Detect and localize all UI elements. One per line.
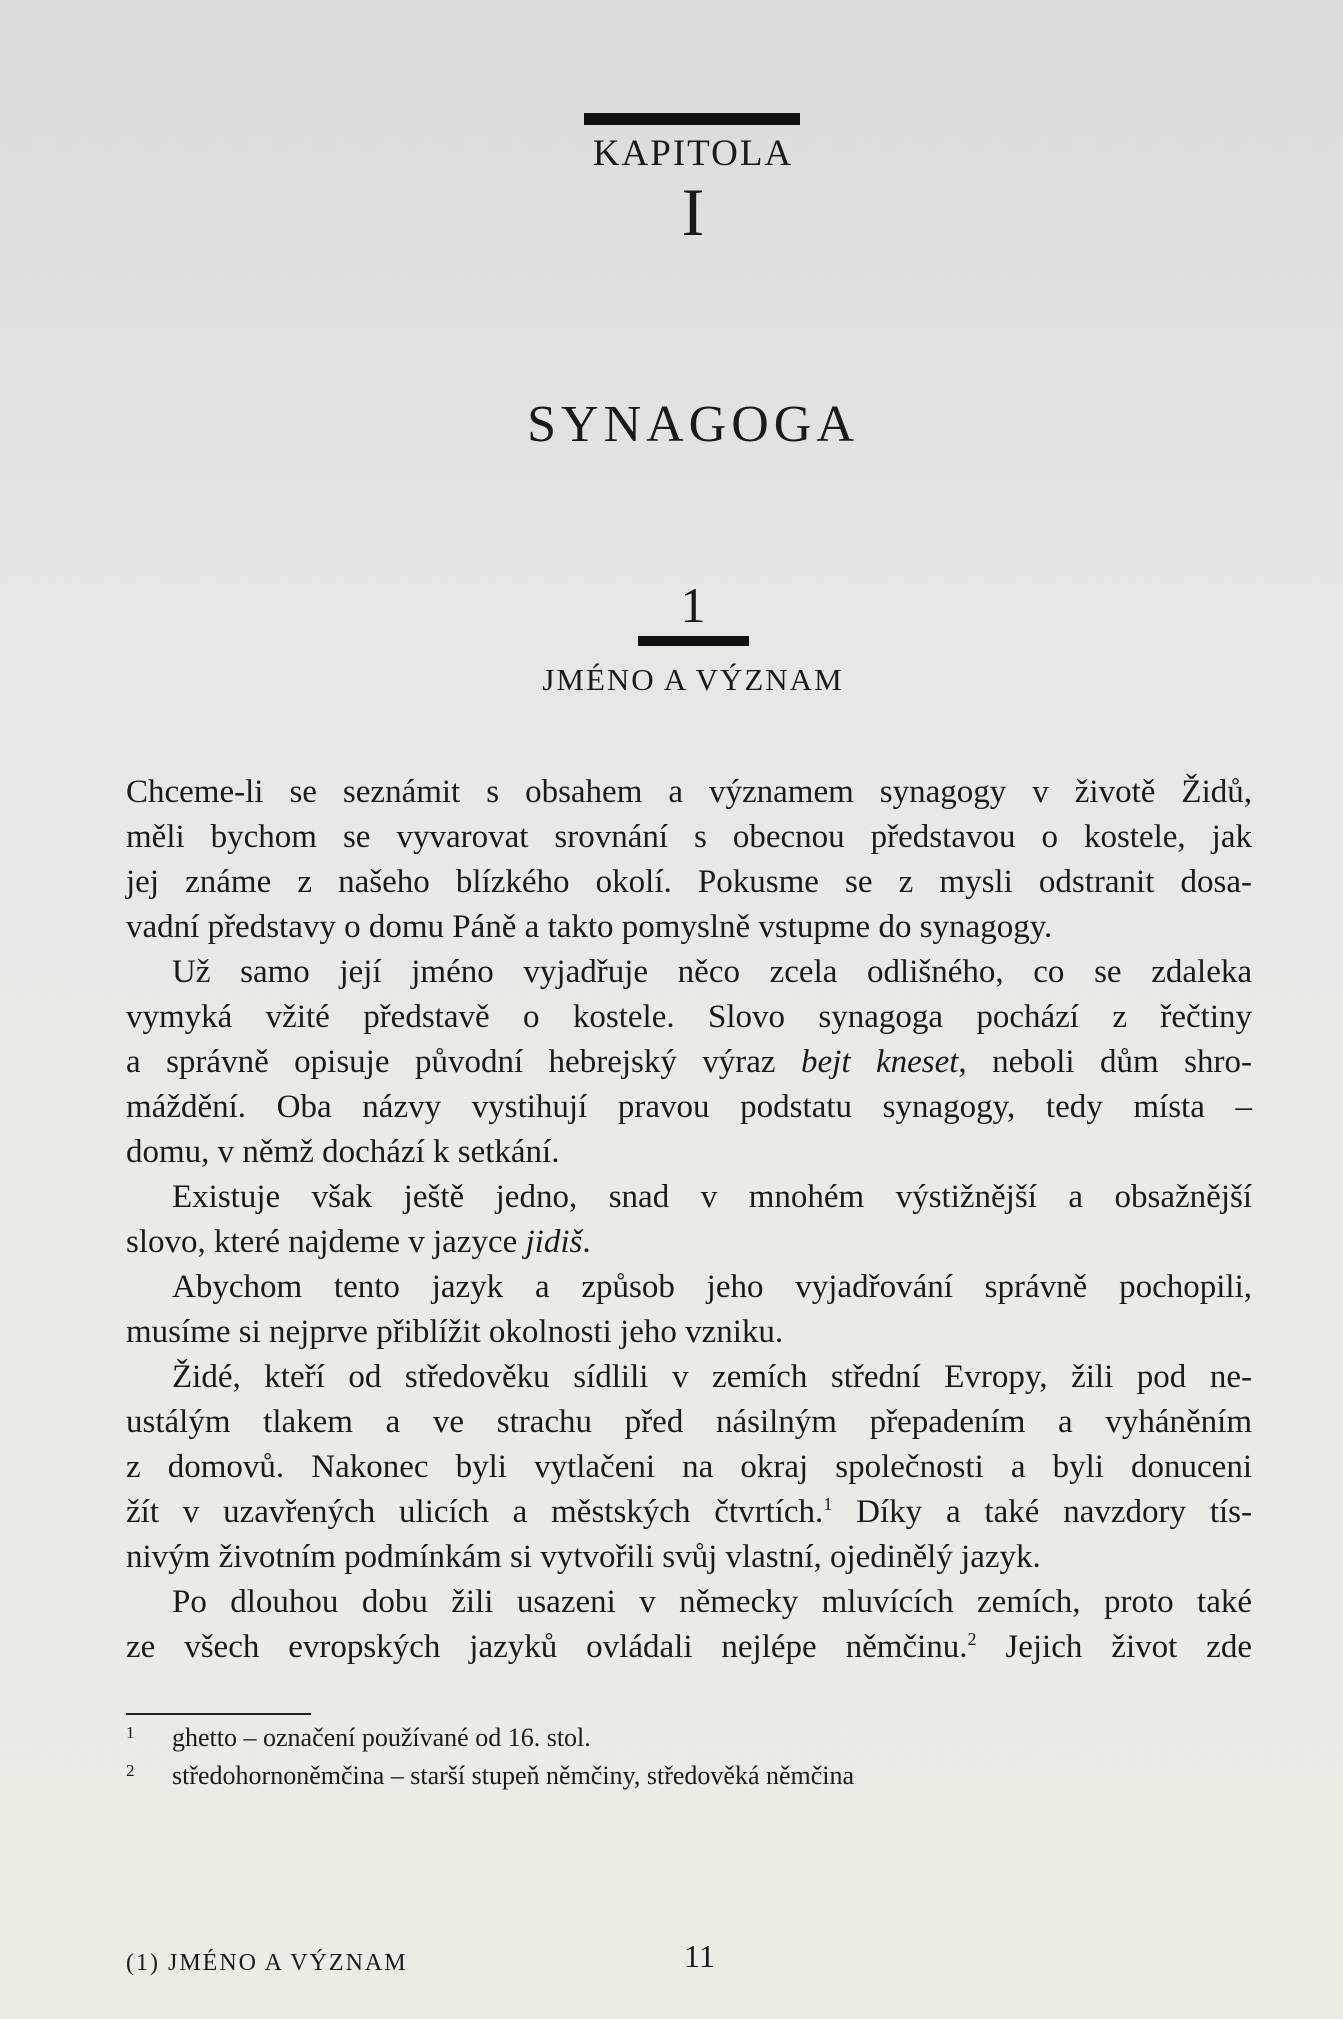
text-line: nivým životním podmínkám si vytvořili svůj vlastní, ojedinělý jazyk. — [126, 1539, 1041, 1575]
page-number: 11 — [684, 1938, 715, 1974]
text-span: Díky a také navzdory tís- — [832, 1494, 1252, 1530]
text-line: měli bychom se vyvarovat srovnání s obecnou představou o kostele, jak — [126, 819, 1252, 855]
text-line: Chceme-li se seznámit s obsahem a významem synagogy v životě Židů, — [126, 774, 1252, 810]
text-line: Židé, kteří od středověku sídlili v zemích střední Evropy, žili pod ne- — [172, 1359, 1252, 1395]
text-line — [126, 1625, 1252, 1670]
section-number: 1 — [680, 577, 706, 633]
text-line: vadní představy o domu Páně a takto pomyslně vstupme do synagogy. — [126, 909, 1053, 945]
body-text — [126, 770, 1252, 1670]
footnote-text: ghetto – označení používané od 16. stol. — [172, 1723, 591, 1752]
running-head: (1) JMÉNO A VÝZNAM — [126, 1950, 408, 1976]
chapter-rule — [584, 113, 800, 125]
text-line: Už samo její jméno vyjadřuje něco zcela odlišného, co se zdaleka — [172, 954, 1252, 990]
footnote-mark: 2 — [126, 1761, 135, 1780]
text-line: Existuje však ještě jedno, snad v mnohém výstižnější a obsažnější — [172, 1179, 1252, 1215]
text-span: ze všech evropských jazyků ovládali nejlépe němčinu. — [126, 1629, 968, 1665]
text-line — [126, 1490, 1252, 1535]
text-span: a správně opisuje původní hebrejský výraz — [126, 1044, 802, 1080]
footnote-ref: 1 — [823, 1494, 833, 1514]
text-span: slovo, které najdeme v jazyce — [126, 1224, 526, 1260]
text-line: ustálým tlakem a ve strachu před násilným přepadením a vyháněním — [126, 1404, 1252, 1440]
text-line — [126, 1220, 1252, 1265]
text-line — [126, 1040, 1252, 1085]
text-span: , neboli dům shro- — [958, 1044, 1252, 1080]
text-line: Po dlouhou dobu žili usazeni v německy mluvících zemích, proto také — [172, 1584, 1252, 1620]
text-span: . — [582, 1224, 591, 1260]
section-title: JMÉNO A VÝZNAM — [542, 662, 844, 697]
footnote-text: středohornoněmčina – starší stupeň němčiny, středověká němčina — [172, 1761, 855, 1790]
footnote-ref: 2 — [967, 1629, 977, 1649]
chapter-title: SYNAGOGA — [527, 396, 859, 453]
text-line: máždění. Oba názvy vystihují pravou podstatu synagogy, tedy místa – — [126, 1089, 1252, 1125]
text-line: musíme si nejprve přiblížit okolnosti jeho vzniku. — [126, 1314, 784, 1350]
text-line: Abychom tento jazyk a způsob jeho vyjadřování správně pochopili, — [172, 1269, 1252, 1305]
footnote — [126, 1722, 591, 1754]
footnote-rule — [126, 1713, 311, 1715]
text-line: domu, v němž dochází k setkání. — [126, 1134, 560, 1170]
text-line: z domovů. Nakonec byli vytlačeni na okraj společnosti a byli donuceni — [126, 1449, 1252, 1485]
chapter-number: I — [681, 174, 705, 250]
text-line: jej známe z našeho blízkého okolí. Pokusme se z mysli odstranit dosa- — [126, 864, 1252, 900]
text-span: Jejich život zde — [976, 1629, 1252, 1665]
italic-term: jidiš — [525, 1224, 583, 1260]
footnote — [126, 1760, 854, 1792]
text-span: žít v uzavřených ulicích a městských čtvrtích. — [126, 1494, 824, 1530]
footnote-mark: 1 — [126, 1723, 135, 1742]
text-line: vymyká vžité představě o kostele. Slovo synagoga pochází z řečtiny — [126, 999, 1252, 1035]
section-rule — [638, 636, 749, 646]
chapter-label: KAPITOLA — [592, 133, 794, 174]
italic-term: bejt kneset — [801, 1044, 959, 1080]
